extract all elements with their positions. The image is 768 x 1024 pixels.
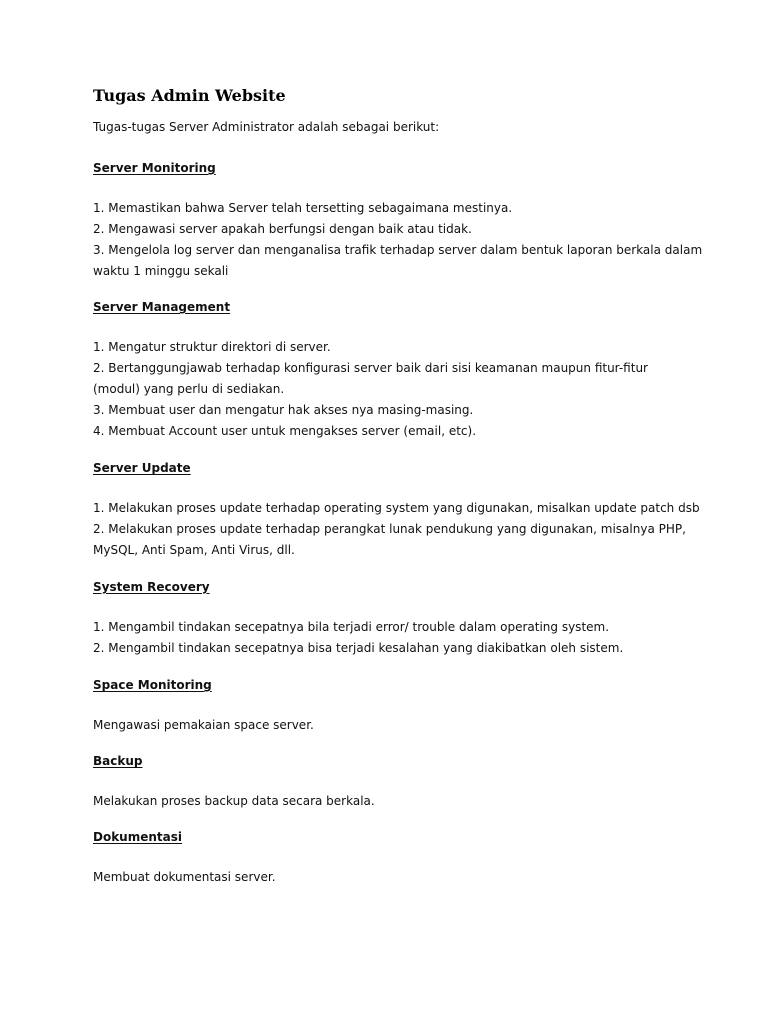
section-body [93, 198, 703, 282]
section-body [93, 498, 700, 561]
section-line: 3. Membuat user dan mengatur hak akses nya masing-masing. [93, 403, 474, 417]
section-heading: Server Management [93, 300, 231, 314]
section-body [93, 715, 693, 736]
section-body [93, 617, 693, 659]
section-line: Mengawasi pemakaian space server. [93, 718, 314, 732]
section-backup [93, 753, 693, 808]
section-system-recovery [93, 579, 693, 655]
section-heading: System Recovery [93, 580, 210, 594]
section-line: 1. Memastikan bahwa Server telah tersetting sebagaimana mestinya. [93, 201, 513, 215]
section-heading: Backup [93, 754, 143, 768]
document-title: Tugas Admin Website [93, 86, 286, 105]
section-heading: Dokumentasi [93, 830, 183, 844]
section-body [93, 337, 693, 442]
section-heading: Space Monitoring [93, 678, 212, 692]
section-line: Membuat dokumentasi server. [93, 870, 276, 884]
section-body [93, 791, 693, 812]
section-space-monitoring [93, 677, 693, 732]
section-line: Melakukan proses backup data secara berkala. [93, 794, 375, 808]
section-line: 2. Bertanggungjawab terhadap konfigurasi server baik dari sisi keamanan maupun fitur-fitur [93, 361, 648, 375]
intro-text: Tugas-tugas Server Administrator adalah sebagai berikut: [93, 120, 440, 134]
section-line: 2. Mengawasi server apakah berfungsi dengan baik atau tidak. [93, 222, 472, 236]
section-server-management [93, 299, 693, 438]
section-line: 4. Membuat Account user untuk mengakses server (email, etc). [93, 424, 477, 438]
section-line: 1. Melakukan proses update terhadap operating system yang digunakan, misalkan update patch dsb [93, 501, 700, 515]
section-line: 1. Mengambil tindakan secepatnya bila terjadi error/ trouble dalam operating system. [93, 620, 610, 634]
section-line: MySQL, Anti Spam, Anti Virus, dll. [93, 543, 295, 557]
section-heading: Server Monitoring [93, 161, 216, 175]
section-line: 1. Mengatur struktur direktori di server. [93, 340, 331, 354]
section-heading: Server Update [93, 461, 191, 475]
section-line: 2. Mengambil tindakan secepatnya bisa terjadi kesalahan yang diakibatkan oleh sistem. [93, 641, 624, 655]
section-server-monitoring [93, 160, 703, 278]
section-body [93, 867, 693, 888]
section-line: 2. Melakukan proses update terhadap perangkat lunak pendukung yang digunakan, misalnya PHP, [93, 522, 686, 536]
section-server-update [93, 460, 700, 557]
section-line: 3. Mengelola log server dan menganalisa trafik terhadap server dalam bentuk laporan berkala dalam [93, 243, 703, 257]
section-dokumentasi [93, 829, 693, 884]
section-line: (modul) yang perlu di sediakan. [93, 382, 285, 396]
section-line: waktu 1 minggu sekali [93, 264, 229, 278]
